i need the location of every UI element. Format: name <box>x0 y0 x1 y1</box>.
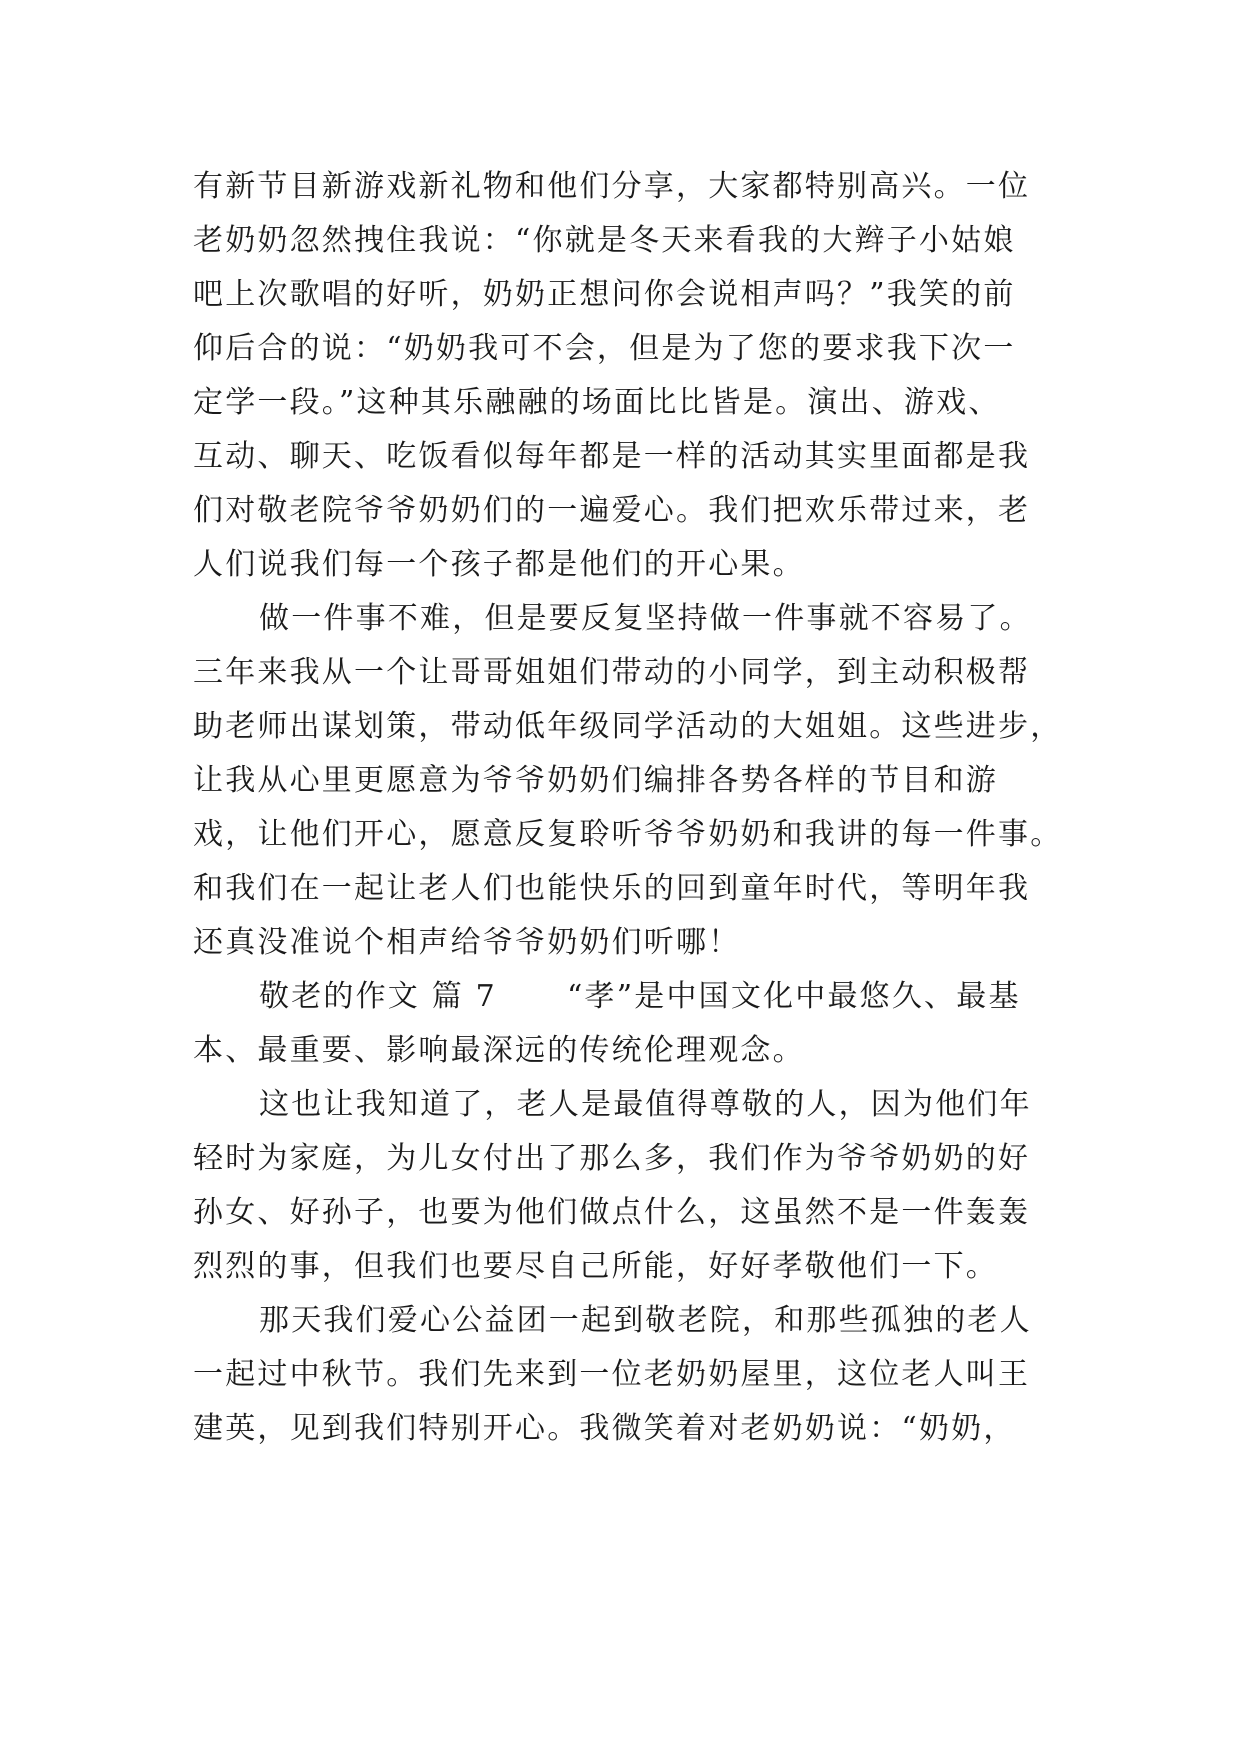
text-line: 烈烈的事，但我们也要尽自己所能，好好孝敬他们一下。 <box>193 1249 998 1284</box>
paragraph-4 <box>193 1078 1073 1294</box>
text-line: 三年来我从一个让哥哥姐姐们带动的小同学，到主动积极帮 <box>193 655 1031 690</box>
text-line: 本、最重要、影响最深远的传统伦理观念。 <box>193 1033 805 1068</box>
paragraph-1 <box>193 160 1073 592</box>
essay-heading: 敬老的作文 篇 7 <box>259 979 497 1014</box>
text-line: 轻时为家庭，为儿女付出了那么多，我们作为爷爷奶奶的好 <box>193 1141 1031 1176</box>
text-line: 和我们在一起让老人们也能快乐的回到童年时代，等明年我 <box>193 871 1031 906</box>
text-line: 孙女、好孙子，也要为他们做点什么，这虽然不是一件轰轰 <box>193 1195 1031 1230</box>
text-line: 做一件事不难，但是要反复坚持做一件事就不容易了。 <box>259 601 1032 636</box>
paragraph-2 <box>193 592 1073 970</box>
text-line: 老奶奶忽然拽住我说：“你就是冬天来看我的大辫子小姑娘 <box>193 223 1016 258</box>
text-line: 戏，让他们开心，愿意反复聆听爷爷奶奶和我讲的每一件事。 <box>193 817 1063 852</box>
text-line: 让我从心里更愿意为爷爷奶奶们编排各势各样的节目和游 <box>193 763 998 798</box>
text-line: 建英，见到我们特别开心。我微笑着对老奶奶说：“奶奶， <box>193 1411 1016 1446</box>
text-line: 互动、聊天、吃饭看似每年都是一样的活动其实里面都是我 <box>193 439 1031 474</box>
text-line: 定学一段。”这种其乐融融的场面比比皆是。演出、游戏、 <box>193 385 1001 420</box>
text-line: 仰后合的说：“奶奶我可不会，但是为了您的要求我下次一 <box>193 331 1016 366</box>
text-line: 人们说我们每一个孩子都是他们的开心果。 <box>193 547 805 582</box>
heading-continuation: “孝”是中国文化中最悠久、最基 <box>566 979 1021 1014</box>
text-line: 吧上次歌唱的好听，奶奶正想问你会说相声吗？”我笑的前 <box>193 277 1016 312</box>
document-body <box>193 160 1073 1456</box>
text-line: 有新节目新游戏新礼物和他们分享，大家都特别高兴。一位 <box>193 169 1031 204</box>
text-line: 助老师出谋划策，带动低年级同学活动的大姐姐。这些进步， <box>193 709 1063 744</box>
text-line <box>193 970 1073 1024</box>
text-line: 那天我们爱心公益团一起到敬老院，和那些孤独的老人 <box>259 1303 1032 1338</box>
text-line: 一起过中秋节。我们先来到一位老奶奶屋里，这位老人叫王 <box>193 1357 1031 1392</box>
text-line: 还真没准说个相声给爷爷奶奶们听哪！ <box>193 925 741 960</box>
text-line: 们对敬老院爷爷奶奶们的一遍爱心。我们把欢乐带过来，老 <box>193 493 1031 528</box>
text-line: 这也让我知道了，老人是最值得尊敬的人，因为他们年 <box>259 1087 1032 1122</box>
paragraph-3 <box>193 970 1073 1078</box>
paragraph-5 <box>193 1294 1073 1456</box>
